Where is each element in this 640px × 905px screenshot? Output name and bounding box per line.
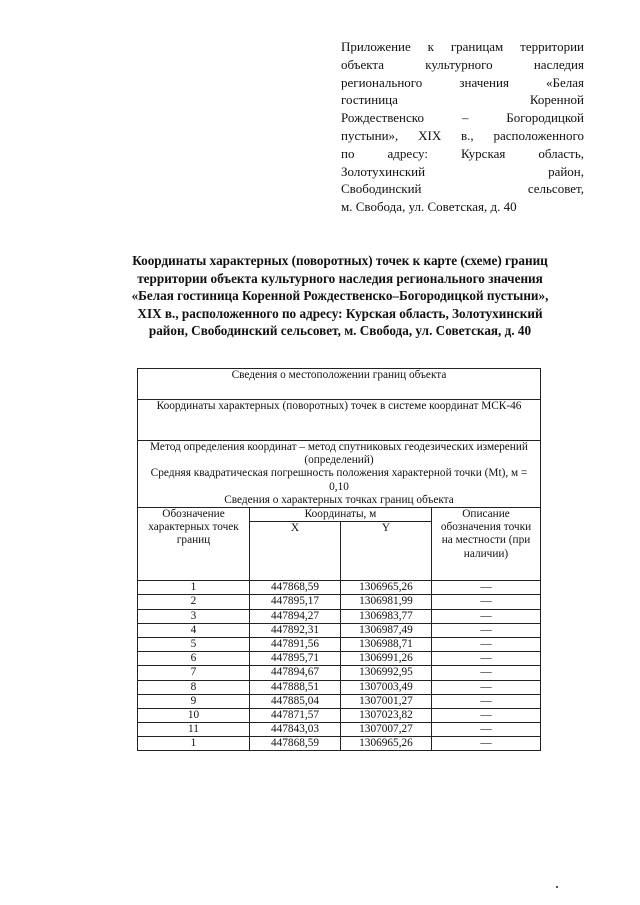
table-row (138, 623, 541, 637)
table-row (138, 694, 541, 708)
appendix-line: м. Свобода, ул. Советская, д. 40 (341, 199, 517, 215)
table-method-row (138, 441, 541, 508)
point-number-cell: 7 (138, 666, 250, 680)
table-row (138, 609, 541, 623)
coordinate-system: Координаты характерных (поворотных) точек в системе координат МСК-46 (138, 400, 541, 441)
y-cell: 1306983,77 (341, 609, 432, 623)
y-cell: 1306988,71 (341, 637, 432, 651)
x-cell: 447885,04 (250, 694, 341, 708)
y-cell: 1307003,49 (341, 680, 432, 694)
col-desc-header: Описание обозначения точки на местности (при наличии) (432, 508, 541, 581)
table-row (138, 666, 541, 680)
heading-line: Координаты характерных (поворотных) точек к карте (схеме) границ (132, 253, 548, 268)
x-cell: 447895,17 (250, 595, 341, 609)
heading-line: район, Свободинский сельсовет, м. Свобода, ул. Советская, д. 40 (148, 323, 532, 339)
point-number-cell: 6 (138, 652, 250, 666)
appendix-line: объекта культурного наследия (341, 56, 584, 72)
point-number-cell: 9 (138, 694, 250, 708)
heading-line: «Белая гостиница Коренной Рождественско–Богородицкой пустыни», (131, 288, 549, 304)
description-cell: — (432, 652, 541, 666)
x-cell: 447888,51 (250, 680, 341, 694)
section-title: Сведения о местоположении границ объекта (138, 369, 541, 400)
method-cell (138, 441, 541, 508)
appendix-line: Золотухинский район, (341, 163, 584, 179)
y-cell: 1306965,26 (341, 737, 432, 751)
point-number-cell: 3 (138, 609, 250, 623)
description-cell: — (432, 623, 541, 637)
point-number-cell: 8 (138, 680, 250, 694)
appendix-line: по адресу: Курская область, (341, 145, 584, 161)
col-coords-header: Координаты, м (250, 508, 432, 522)
appendix-line: Приложение к границам территории (341, 39, 584, 54)
y-cell: 1306965,26 (341, 581, 432, 595)
table-row (138, 723, 541, 737)
col-x-header: X (250, 522, 341, 581)
description-cell: — (432, 637, 541, 651)
appendix-line: пустыни», XIX в., расположенного (341, 127, 584, 143)
y-cell: 1306991,26 (341, 652, 432, 666)
accuracy-text: Средняя квадратическая погрешность положения характерной точки (Mt), м = 0,10 (150, 467, 528, 493)
x-cell: 447894,27 (250, 609, 341, 623)
appendix-line: Рождественско – Богородицкой (341, 110, 584, 126)
table-section-title-row (138, 369, 541, 400)
appendix-line: регионального значения «Белая (341, 74, 584, 90)
x-cell: 447895,71 (250, 652, 341, 666)
table-row (138, 737, 541, 751)
point-number-cell: 5 (138, 637, 250, 651)
description-cell: — (432, 694, 541, 708)
coordinates-table (137, 368, 541, 751)
points-title: Сведения о характерных точках границ объекта (224, 493, 454, 506)
document-heading (80, 252, 600, 340)
description-cell: — (432, 737, 541, 751)
col-y-header: Y (341, 522, 432, 581)
table-row (138, 708, 541, 722)
y-cell: 1306987,49 (341, 623, 432, 637)
point-number-cell: 1 (138, 581, 250, 595)
heading-line: территории объекта культурного наследия регионального значения (137, 270, 543, 286)
x-cell: 447871,57 (250, 708, 341, 722)
point-number-cell: 11 (138, 723, 250, 737)
col-point-header: Обозначение характерных точек границ (138, 508, 250, 581)
point-number-cell: 1 (138, 737, 250, 751)
x-cell: 447868,59 (250, 581, 341, 595)
y-cell: 1307001,27 (341, 694, 432, 708)
table-row (138, 637, 541, 651)
method-text: Метод определения координат – метод спутниковых геодезических измерений (определений) (150, 441, 528, 467)
description-cell: — (432, 581, 541, 595)
table-row (138, 595, 541, 609)
x-cell: 447892,31 (250, 623, 341, 637)
point-number-cell: 10 (138, 708, 250, 722)
y-cell: 1306981,99 (341, 595, 432, 609)
appendix-line: Свободинский сельсовет, (341, 181, 584, 197)
table-header-row (138, 508, 541, 522)
x-cell: 447843,03 (250, 723, 341, 737)
description-cell: — (432, 680, 541, 694)
y-cell: 1307023,82 (341, 708, 432, 722)
point-number-cell: 2 (138, 595, 250, 609)
description-cell: — (432, 723, 541, 737)
y-cell: 1307007,27 (341, 723, 432, 737)
description-cell: — (432, 666, 541, 680)
table-row (138, 581, 541, 595)
description-cell: — (432, 708, 541, 722)
point-number-cell: 4 (138, 623, 250, 637)
appendix-line: гостиница Коренной (341, 92, 584, 108)
description-cell: — (432, 609, 541, 623)
heading-line: XIX в., расположенного по адресу: Курская область, Золотухинский (137, 305, 543, 321)
x-cell: 447894,67 (250, 666, 341, 680)
x-cell: 447891,56 (250, 637, 341, 651)
table-row (138, 652, 541, 666)
scan-speck (556, 886, 558, 888)
y-cell: 1306992,95 (341, 666, 432, 680)
description-cell: — (432, 595, 541, 609)
table-system-row (138, 400, 541, 441)
table-row (138, 680, 541, 694)
appendix-note (341, 38, 584, 216)
x-cell: 447868,59 (250, 737, 341, 751)
